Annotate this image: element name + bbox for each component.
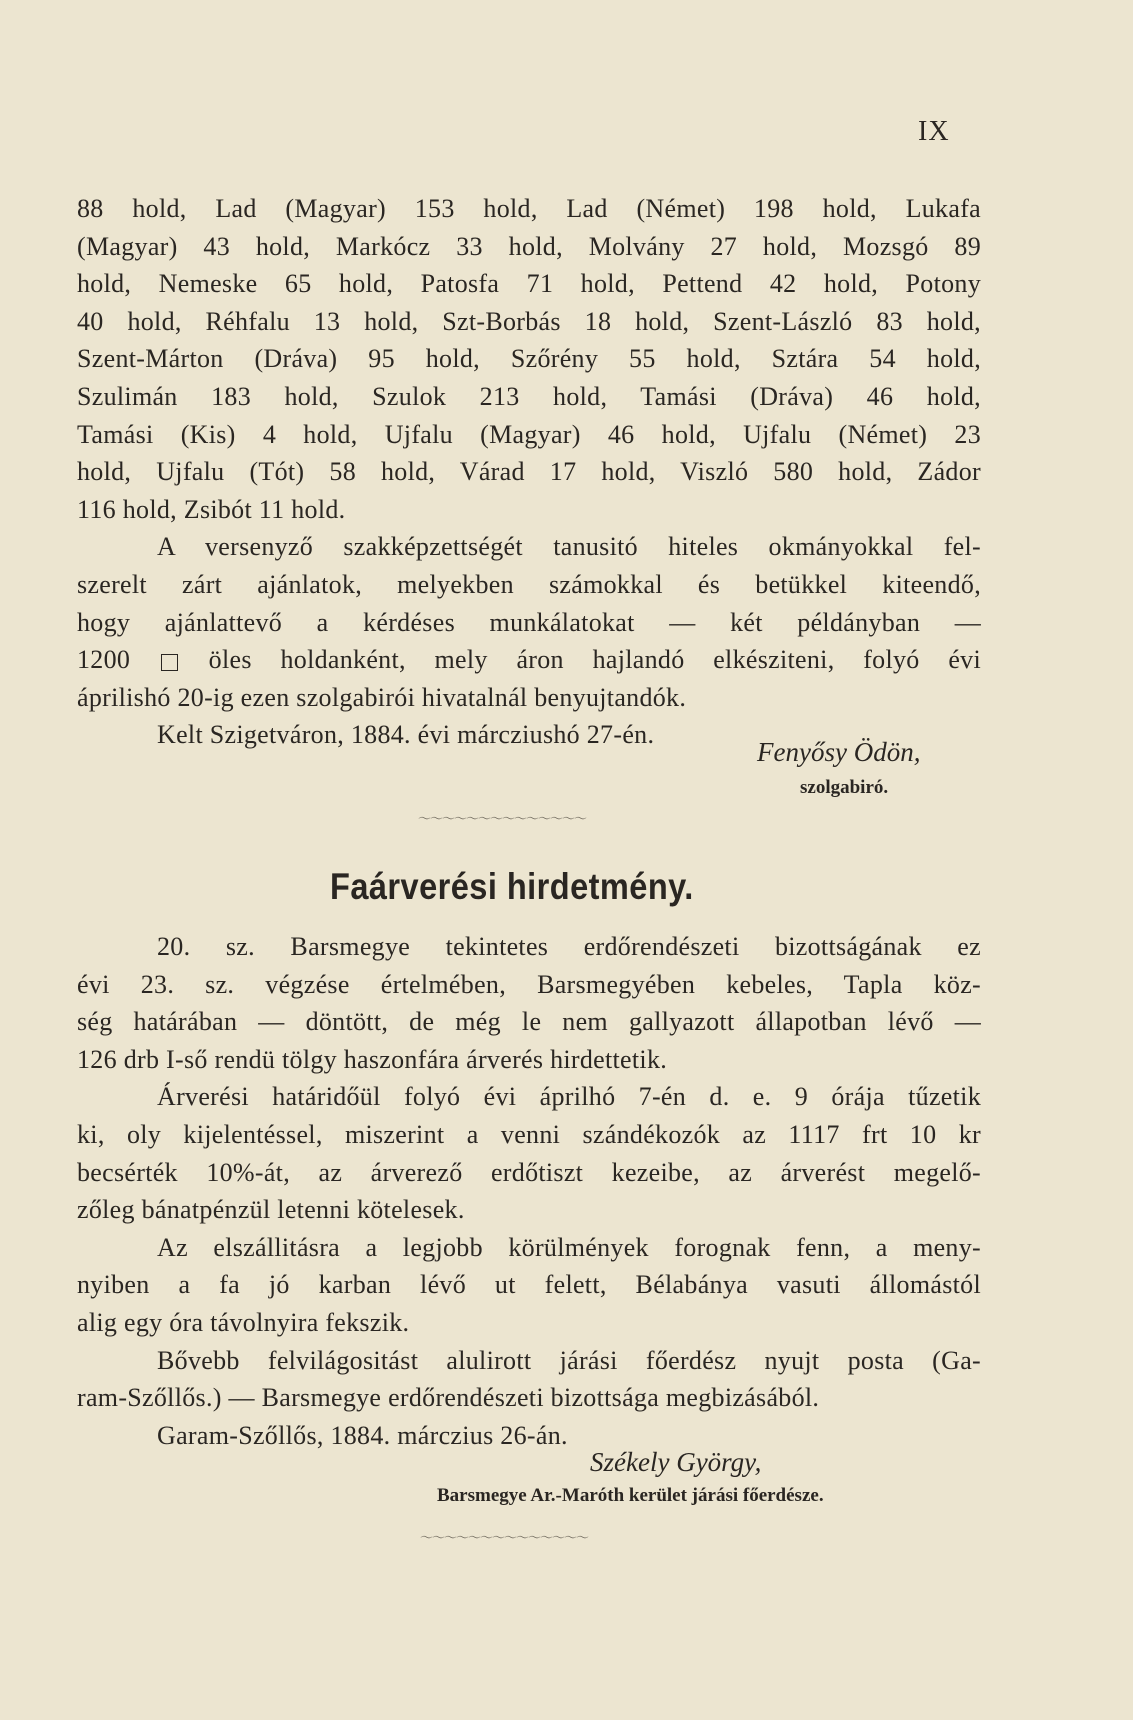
signature-name: Fenyősy Ödön, xyxy=(757,737,921,767)
text-line: 40 hold, Réhfalu 13 hold, Szt-Borbás 18 hold, Szent-László 83 hold, xyxy=(77,306,981,336)
text-line: szerelt zárt ajánlatok, melyekben számokkal és betükkel kiteendő, xyxy=(77,569,981,599)
text-line: Tamási (Kis) 4 hold, Ujfalu (Magyar) 46 hold, Ujfalu (Német) 23 xyxy=(77,419,981,449)
section-divider: 〜〜〜〜〜〜〜〜〜〜〜〜〜〜 xyxy=(418,811,587,826)
text-line: Árverési határidőül folyó évi áprilhó 7-én d. e. 9 órája tűzetik xyxy=(157,1082,981,1112)
notice-body-1 xyxy=(77,190,981,754)
text-line: áprilishó 20-ig ezen szolgabirói hivatalnál benyujtandók. xyxy=(77,682,687,712)
text-line: hogy ajánlattevő a kérdéses munkálatokat — két példányban — xyxy=(77,607,981,637)
text-fragment: 1200 xyxy=(77,645,131,675)
text-line: A versenyző szakképzettségét tanusitó hiteles okmányokkal fel- xyxy=(157,532,981,562)
text-line: 116 hold, Zsibót 11 hold. xyxy=(77,494,346,524)
text-line: alig egy óra távolnyira fekszik. xyxy=(77,1307,410,1337)
signature-title: Barsmegye Ar.-Maróth kerület járási főerdésze. xyxy=(437,1485,824,1506)
text-line: 88 hold, Lad (Magyar) 153 hold, Lad (Német) 198 hold, Lukafa xyxy=(77,194,981,223)
text-line: Az elszállitásra a legjobb körülmények forognak fenn, a meny- xyxy=(157,1232,981,1262)
text-line: becsérték 10%-át, az árverező erdőtiszt kezeibe, az árverést megelő- xyxy=(77,1157,981,1187)
text-line: hold, Nemeske 65 hold, Patosfa 71 hold, Pettend 42 hold, Potony xyxy=(77,269,981,299)
square-symbol-icon xyxy=(161,654,178,671)
text-line: évi 23. sz. végzése értelmében, Barsmegyében kebeles, Tapla köz- xyxy=(77,969,981,999)
signature-title: szolgabiró. xyxy=(800,777,889,798)
section-divider: 〜〜〜〜〜〜〜〜〜〜〜〜〜〜 xyxy=(420,1530,589,1545)
text-line: (Magyar) 43 hold, Markócz 33 hold, Molvány 27 hold, Mozsgó 89 xyxy=(77,231,981,261)
text-line: Bővebb felvilágositást alulirott járási főerdész nyujt posta (Ga- xyxy=(157,1345,981,1375)
text-line: zőleg bánatpénzül letenni kötelesek. xyxy=(77,1195,465,1225)
text-line: nyiben a fa jó karban lévő ut felett, Bélabánya vasuti állomástól xyxy=(77,1270,981,1300)
notice-heading: Faárverési hirdetmény. xyxy=(330,866,694,907)
text-line: Garam-Szőllős, 1884. márczius 26-án. xyxy=(157,1420,568,1450)
page-number: IX xyxy=(918,116,950,147)
text-line: Szulimán 183 hold, Szulok 213 hold, Tamási (Dráva) 46 hold, xyxy=(77,381,981,411)
text-line: 20. sz. Barsmegye tekintetes erdőrendészeti bizottságának ez xyxy=(157,932,981,961)
text-fragment: öles holdanként, mely áron hajlandó elkésziteni, folyó évi xyxy=(208,645,981,675)
text-line: Szent-Márton (Dráva) 95 hold, Szőrény 55 hold, Sztára 54 hold, xyxy=(77,344,981,374)
notice-body-2 xyxy=(77,928,981,1454)
text-line: ram-Szőllős.) — Barsmegye erdőrendészeti bizottsága megbizásából. xyxy=(77,1383,820,1413)
text-line: hold, Ujfalu (Tót) 58 hold, Várad 17 hold, Viszló 580 hold, Zádor xyxy=(77,457,981,487)
text-line: ki, oly kijelentéssel, miszerint a venni szándékozók az 1117 frt 10 kr xyxy=(77,1119,981,1149)
text-line: ség határában — döntött, de még le nem gallyazott állapotban lévő — xyxy=(77,1007,981,1037)
text-line: Kelt Szigetváron, 1884. évi márcziushó 27-én. xyxy=(157,720,655,750)
text-line-with-square xyxy=(77,641,981,679)
signature-name: Székely György, xyxy=(590,1447,762,1477)
text-line: 126 drb I-ső rendü tölgy haszonfára árverés hirdettetik. xyxy=(77,1044,668,1074)
